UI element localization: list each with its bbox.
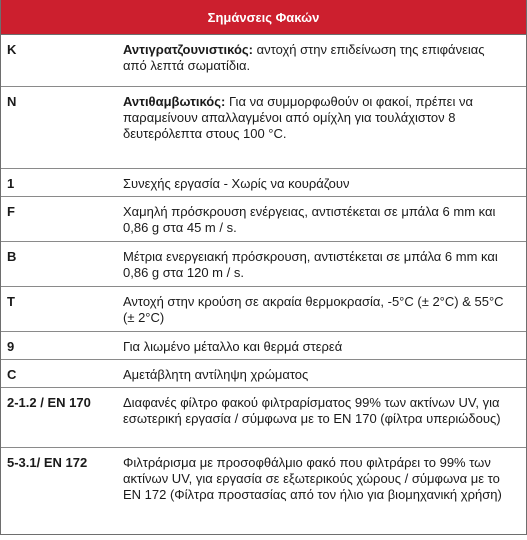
marking-description: Αμετάβλητη αντίληψη χρώματος <box>123 367 309 382</box>
marking-code: 2-1.2 / EN 170 <box>7 395 91 410</box>
marking-description: Χαμηλή πρόσκρουση ενέργειας, αντιστέκεται σε μπάλα 6 mm και 0,86 g στα 45 m / s. <box>123 204 496 235</box>
marking-description: Φιλτράρισμα με προσοφθάλμιο φακό που φιλτράρει το 99% των ακτίνων UV, για εργασία σε εξωτερικούς χώρους / σύμφωνα με το EN 172 (Φίλτρα προστασίας από τον ήλιο για βιομηχανική χρήση) <box>123 455 502 502</box>
table-header <box>1 0 526 35</box>
marking-code: 1 <box>7 176 15 191</box>
marking-code: B <box>7 249 17 264</box>
marking-code: 5-3.1/ EN 172 <box>7 455 88 470</box>
marking-description: Αντοχή στην κρούση σε ακραία θερμοκρασία, -5°C (± 2°C) & 55°C (± 2°C) <box>123 294 504 325</box>
marking-description <box>123 42 526 82</box>
table-row <box>1 388 526 448</box>
table-row <box>1 169 526 197</box>
marking-code: F <box>7 204 15 219</box>
marking-text: Για να συμμορφωθούν οι φακοί, πρέπει να παραμείνουν απαλλαγμένοι από ομίχλη για τουλάχιστον 8 δευτερόλεπτα στους 100 °C. <box>123 94 473 141</box>
marking-code: 9 <box>7 339 15 354</box>
marking-description: Για λιωμένο μέταλλο και θερμά στερεά <box>123 339 343 354</box>
marking-code: K <box>7 42 17 57</box>
table-row <box>1 448 526 534</box>
table-row <box>1 360 526 388</box>
marking-description: Μέτρια ενεργειακή πρόσκρουση, αντιστέκεται σε μπάλα 6 mm και 0,86 g στα 120 m / s. <box>123 249 498 280</box>
table-row <box>1 242 526 287</box>
marking-description <box>123 94 526 164</box>
table-title: Σημάνσεις Φακών <box>207 9 320 25</box>
table-row <box>1 87 526 169</box>
marking-text: αντοχή στην επιδείνωση της επιφάνειας από λεπτά σωματίδια. <box>123 42 485 73</box>
marking-term: Αντιγρατζουνιστικός: <box>123 42 254 57</box>
marking-description: Διαφανές φίλτρο φακού φιλτραρίσματος 99% των ακτίνων UV, για εσωτερική εργασία / σύμφωνα με το EN 170 (φίλτρα υπεριώδους) <box>123 395 501 426</box>
marking-term: Αντιθαμβωτικός: <box>123 94 226 109</box>
marking-code: C <box>7 367 17 382</box>
table-row <box>1 35 526 87</box>
marking-code: T <box>7 294 15 309</box>
table-row <box>1 197 526 242</box>
marking-description: Συνεχής εργασία - Χωρίς να κουράζουν <box>123 176 350 191</box>
table-row <box>1 332 526 360</box>
table-row <box>1 287 526 332</box>
marking-code: N <box>7 94 17 109</box>
